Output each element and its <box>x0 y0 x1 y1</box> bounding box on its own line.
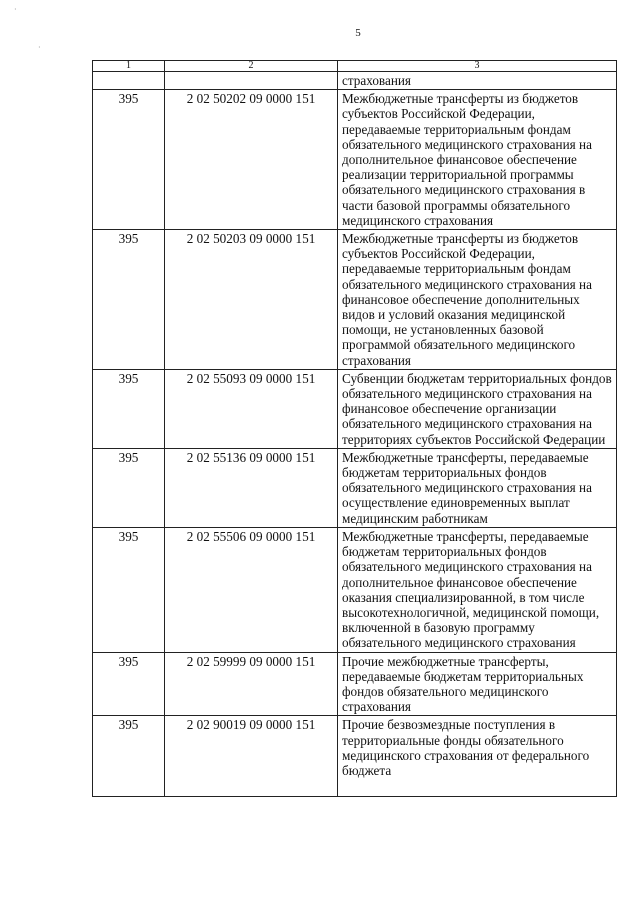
description-cell: Прочие межбюджетные трансферты, передаваемые бюджетам территориальных фондов обязательного медицинского страхования <box>338 652 617 716</box>
page-number: 5 <box>355 27 361 39</box>
description-cell: страхования <box>338 72 617 90</box>
kbk-code-cell: 2 02 59999 09 0000 151 <box>165 652 338 716</box>
column-header: 2 <box>165 61 338 72</box>
scan-mark: · <box>38 43 41 52</box>
admin-code-cell: 395 <box>93 230 165 370</box>
table-header-row <box>93 61 617 72</box>
description-cell: Межбюджетные трансферты из бюджетов субъектов Российской Федерации, передаваемые территориальным фондам обязательного медицинского страхования на финансовое обеспечение дополнительных видов и условий оказания медицинской помощи, не установленных базовой программой обязательного медицинского страхования <box>338 230 617 370</box>
kbk-code-cell: 2 02 90019 09 0000 151 <box>165 716 338 797</box>
kbk-code-cell: 2 02 55506 09 0000 151 <box>165 527 338 652</box>
table-row <box>93 652 617 716</box>
admin-code-cell <box>93 72 165 90</box>
description-cell: Межбюджетные трансферты, передаваемые бюджетам территориальных фондов обязательного медицинского страхования на осуществление единовременных выплат медицинским работникам <box>338 448 617 527</box>
admin-code-cell: 395 <box>93 716 165 797</box>
kbk-code-cell: 2 02 50202 09 0000 151 <box>165 90 338 230</box>
table-row <box>93 716 617 797</box>
table-row <box>93 527 617 652</box>
kbk-code-cell: 2 02 50203 09 0000 151 <box>165 230 338 370</box>
column-header: 1 <box>93 61 165 72</box>
table-row <box>93 230 617 370</box>
description-cell: Субвенции бюджетам территориальных фондов обязательного медицинского страхования на финансовое обеспечение организации обязательного медицинского страхования на территориях субъектов Российской Федерации <box>338 369 617 448</box>
description-cell: Межбюджетные трансферты, передаваемые бюджетам территориальных фондов обязательного медицинского страхования на дополнительное финансовое обеспечение оказания специализированной, в том числе высокотехнологичной, медицинской помощи, включенной в базовую программу обязательного медицинского страхования <box>338 527 617 652</box>
admin-code-cell: 395 <box>93 90 165 230</box>
table-row <box>93 369 617 448</box>
scan-mark: · <box>14 5 17 14</box>
admin-code-cell: 395 <box>93 527 165 652</box>
table-row <box>93 72 617 90</box>
table-row <box>93 90 617 230</box>
admin-code-cell: 395 <box>93 652 165 716</box>
description-cell: Межбюджетные трансферты из бюджетов субъектов Российской Федерации, передаваемые территориальным фондам обязательного медицинского страхования на дополнительное финансовое обеспечение реализации территориальной программы обязательного медицинского страхования в части базовой программы обязательного медицинского страхования <box>338 90 617 230</box>
description-cell: Прочие безвозмездные поступления в территориальные фонды обязательного медицинского страхования от федерального бюджета <box>338 716 617 797</box>
column-header: 3 <box>338 61 617 72</box>
budget-codes-table <box>92 60 617 797</box>
admin-code-cell: 395 <box>93 369 165 448</box>
kbk-code-cell: 2 02 55093 09 0000 151 <box>165 369 338 448</box>
admin-code-cell: 395 <box>93 448 165 527</box>
kbk-code-cell: 2 02 55136 09 0000 151 <box>165 448 338 527</box>
kbk-code-cell <box>165 72 338 90</box>
table-row <box>93 448 617 527</box>
